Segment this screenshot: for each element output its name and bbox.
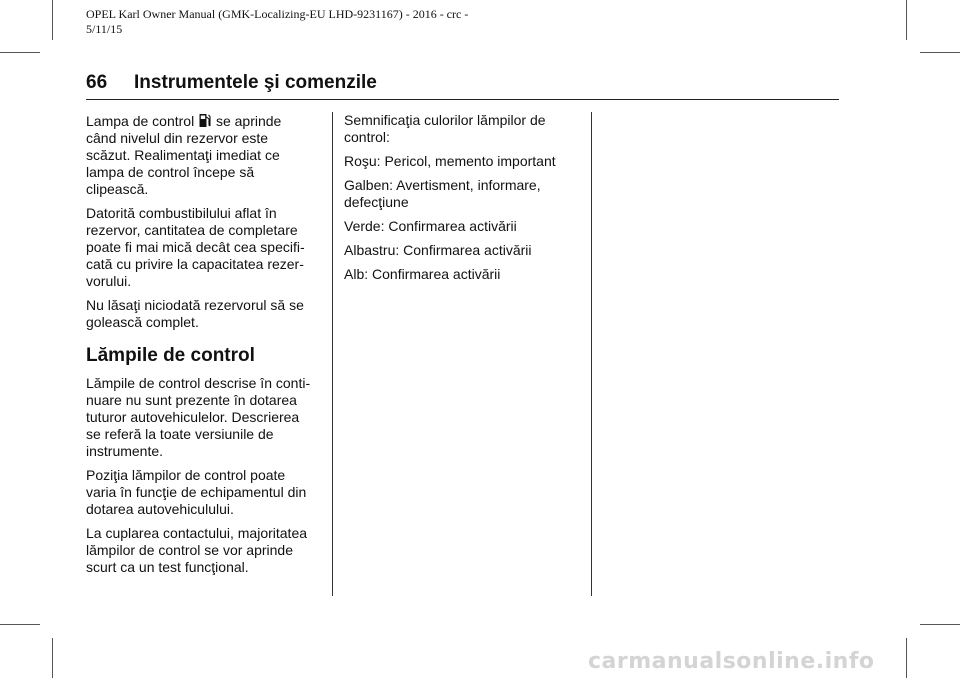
crop-mark [920, 52, 960, 53]
color-item-blue [344, 242, 584, 259]
column-divider [591, 112, 592, 596]
color-item-green [344, 218, 584, 235]
column-divider [332, 112, 333, 596]
text-line: defecţiune [344, 194, 409, 210]
middle-column [344, 112, 584, 290]
text-line: golească complet. [86, 314, 199, 330]
text-line: Poziţia lămpilor de control poate [86, 467, 286, 483]
crop-mark [0, 52, 40, 53]
page-heading [86, 72, 377, 94]
chapter-title: Instrumentele şi comenzile [134, 72, 377, 93]
page-number: 66 [86, 72, 108, 93]
text-line: scăzut. Realimentaţi imediat ce [86, 147, 280, 163]
crop-mark [52, 638, 53, 678]
text-line: Lămpile de control descrise în conti- [86, 375, 311, 391]
text-line: Semnificaţia culorilor lămpilor de [344, 112, 546, 128]
fuel-pump-icon [199, 112, 211, 128]
text-line: Albastru: Confirmarea activării [344, 242, 532, 258]
text-line: când nivelul din rezervor este [86, 130, 269, 146]
paragraph-function-test [86, 525, 326, 576]
text-line: nuare nu sunt prezente în dotarea [86, 392, 297, 408]
text-line: scurt ca un test funcţional. [86, 559, 249, 575]
crop-mark [52, 0, 53, 40]
paragraph-fuel-warning [86, 112, 326, 198]
text-line: rezervor, cantitatea de completare [86, 222, 298, 238]
paragraph-lamps-position [86, 467, 326, 518]
text-line: lămpilor de control se vor aprinde [86, 542, 293, 558]
paragraph-refill-quantity [86, 205, 326, 290]
text-line: Nu lăsaţi niciodată rezervorul să se [86, 297, 304, 313]
print-metadata-line: OPEL Karl Owner Manual (GMK-Localizing-EU LHD-9231167) - 2016 - crc - [86, 7, 469, 21]
text-line: lampa de control începe să [86, 164, 255, 180]
text-line: poate fi mai mică decât cea specifi- [86, 239, 305, 255]
text-line: varia în funcţie de echipamentul din [86, 484, 307, 500]
watermark: carmanualsonline.info [588, 649, 875, 674]
text-line: vorului. [86, 273, 132, 289]
crop-mark [906, 638, 907, 678]
text-line: se referă la toate versiunile de [86, 426, 274, 442]
text-line: cată cu privire la capacitatea rezer- [86, 256, 304, 272]
color-item-yellow [344, 177, 584, 211]
text-line: instrumente. [86, 443, 164, 459]
section-title: Lămpile de control [86, 345, 255, 366]
text-line: Alb: Confirmarea activării [344, 266, 501, 282]
left-column [86, 112, 326, 583]
text-line: tuturor autovehiculelor. Descrierea [86, 409, 300, 425]
text-line: dotarea autovehiculului. [86, 501, 234, 517]
paragraph-lamps-description [86, 375, 326, 460]
text-line: Galben: Avertisment, informare, [344, 177, 541, 193]
crop-mark [920, 624, 960, 625]
text-line: control: [344, 129, 390, 145]
paragraph-never-empty [86, 297, 326, 331]
text-line: La cuplarea contactului, majoritatea [86, 525, 308, 541]
paragraph-color-meaning [344, 112, 584, 146]
text-line: se aprinde [215, 113, 282, 129]
print-metadata [86, 7, 468, 37]
crop-mark [906, 0, 907, 40]
text-line: clipească. [86, 181, 149, 197]
text-line: Datorită combustibilului aflat în [86, 205, 277, 221]
color-item-red [344, 153, 584, 170]
text-line: Verde: Confirmarea activării [344, 218, 517, 234]
color-item-white [344, 266, 584, 283]
text-line: Roşu: Pericol, memento important [344, 153, 556, 169]
print-metadata-date: 5/11/15 [86, 22, 123, 36]
header-rule [86, 99, 839, 100]
crop-mark [0, 624, 40, 625]
text-line: Lampa de control [86, 113, 195, 129]
